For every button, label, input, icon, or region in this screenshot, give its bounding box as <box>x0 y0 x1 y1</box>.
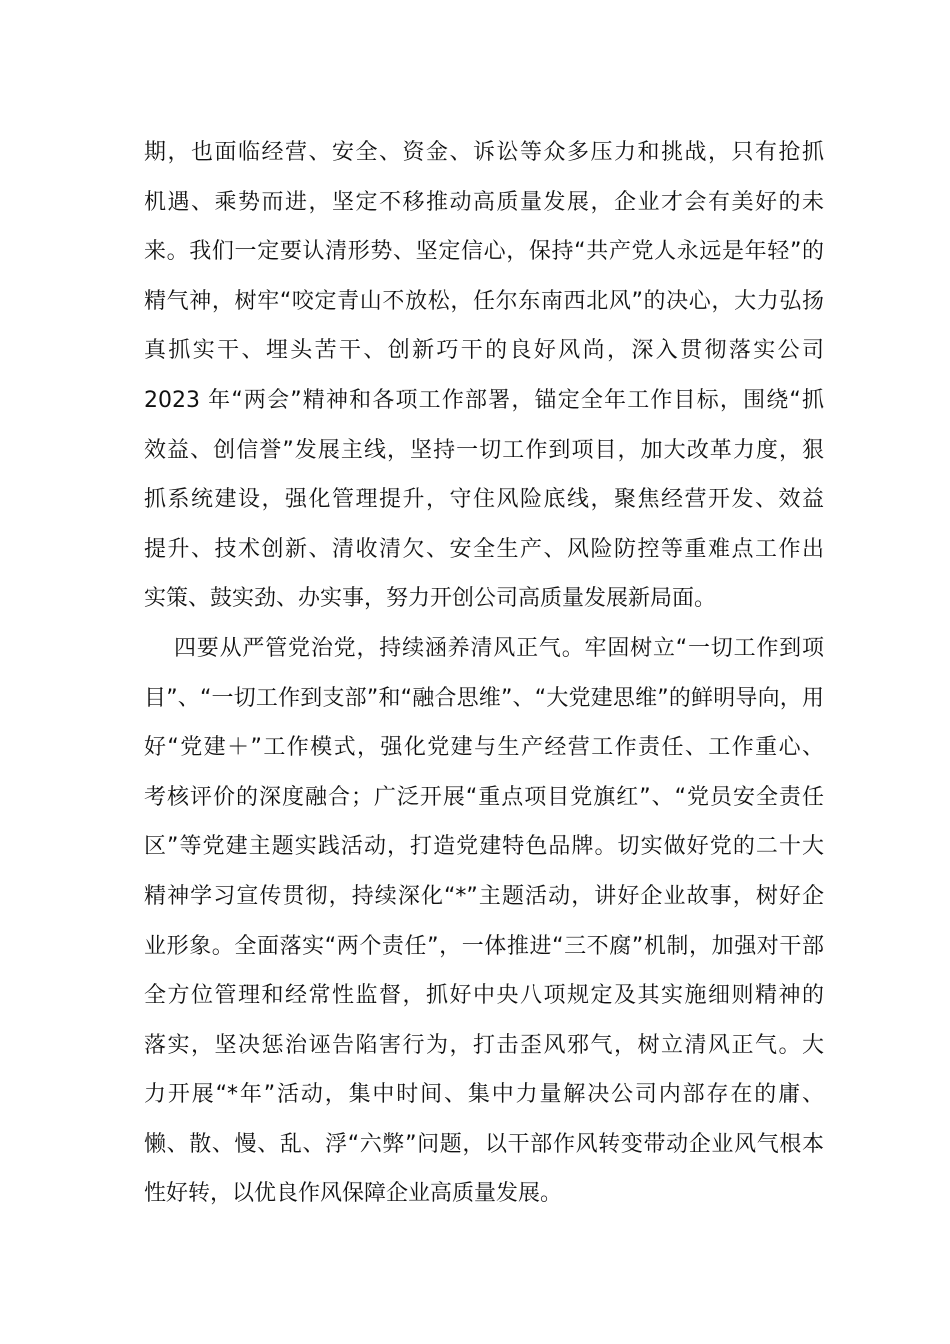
paragraph-2 <box>144 624 824 1219</box>
document-body <box>144 128 824 1219</box>
paragraph-line: 目”、“一切工作到支部”和“融合思维”、“大党建思维”的鲜明导向，用 <box>144 685 824 711</box>
paragraph-1 <box>144 128 824 624</box>
paragraph-line: 提升、技术创新、清收清欠、安全生产、风险防控等重难点工作出 <box>144 536 824 562</box>
paragraph-line: 期，也面临经营、安全、资金、诉讼等众多压力和挑战，只有抢抓 <box>144 140 824 165</box>
paragraph-line: 真抓实干、埋头苦干、创新巧干的良好风尚，深入贯彻落实公司 <box>144 338 824 364</box>
paragraph-line: 业形象。全面落实“两个责任”，一体推进“三不腐”机制，加强对干部 <box>144 933 824 959</box>
paragraph-line: 懒、散、慢、乱、浮“六弊”问题，以干部作风转变带动企业风气根本 <box>144 1131 824 1157</box>
paragraph-line: 考核评价的深度融合；广泛开展“重点项目党旗红”、“党员安全责任 <box>144 784 824 810</box>
paragraph-line: 落实，坚决惩治诬告陷害行为，打击歪风邪气，树立清风正气。大 <box>144 1032 824 1058</box>
paragraph-line: 精气神，树牢“咬定青山不放松，任尔东南西北风”的决心，大力弘扬 <box>144 288 824 314</box>
paragraph-line: 机遇、乘势而进，坚定不移推动高质量发展，企业才会有美好的未 <box>144 189 824 215</box>
paragraph-line: 抓系统建设，强化管理提升，守住风险底线，聚焦经营开发、效益 <box>144 487 824 513</box>
paragraph-line: 性好转，以优良作风保障企业高质量发展。 <box>144 1181 563 1207</box>
paragraph-line: 四要从严管党治党，持续涵养清风正气。牢固树立“一切工作到项 <box>174 635 824 661</box>
paragraph-line: 2023 年“两会”精神和各项工作部署，锚定全年工作目标，围绕“抓 <box>144 387 824 413</box>
paragraph-line: 好“党建＋”工作模式，强化党建与生产经营工作责任、工作重心、 <box>144 735 824 761</box>
paragraph-line: 力开展“*年”活动，集中时间、集中力量解决公司内部存在的庸、 <box>144 1082 824 1108</box>
paragraph-line: 区”等党建主题实践活动，打造党建特色品牌。切实做好党的二十大 <box>144 834 824 860</box>
paragraph-line: 全方位管理和经常性监督，抓好中央八项规定及其实施细则精神的 <box>144 983 824 1009</box>
paragraph-line: 效益、创信誉”发展主线，坚持一切工作到项目，加大改革力度，狠 <box>144 437 824 463</box>
paragraph-line: 精神学习宣传贯彻，持续深化“*”主题活动，讲好企业故事，树好企 <box>144 883 824 909</box>
paragraph-line: 来。我们一定要认清形势、坚定信心，保持“共产党人永远是年轻”的 <box>144 239 824 265</box>
paragraph-line: 实策、鼓实劲、办实事，努力开创公司高质量发展新局面。 <box>144 586 717 612</box>
